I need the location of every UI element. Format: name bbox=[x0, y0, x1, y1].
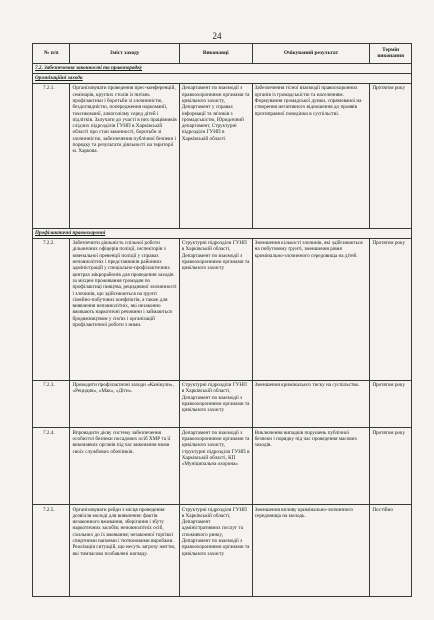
row-content: Забезпечити діяльність спільної роботи дільничних офіцерів поліції, інспекторів з ювенальної превенції поліції у справах неповнолітніх і представників районних адміністрацій у спеціально-профілактичних центрах мікрорайонів для проведення заходів за місцем проживання громадян по профілактиці пияцтва, рецидивної злочинності і злочинів, що здійснюються на ґрунті сімейно-побутових конфліктів, а також для виявлення неповнолітніх, які незаконно вживають наркотичні речовини і займаються бродяжництвом у сім'ях і організацій профілактичної роботи з ними. bbox=[70, 238, 179, 380]
subsection-row bbox=[33, 228, 412, 238]
section-title: 7.2. Забезпечення законності та правопорядку bbox=[33, 63, 412, 73]
row-content: Впровадити дієву систему забезпечення особистої безпеки посадових осіб ХМР та її виконавчих органів під час виконання ними своїх службових обов'язків. bbox=[70, 428, 179, 505]
row-term: Постійно bbox=[370, 505, 412, 597]
row-term: Протягом року bbox=[370, 83, 412, 228]
table-row bbox=[33, 505, 412, 597]
measures-table bbox=[32, 43, 412, 597]
row-term: Протягом року bbox=[370, 428, 412, 505]
row-term: Протягом року bbox=[370, 238, 412, 380]
subsection-title-organizational: Організаційні заходи bbox=[33, 73, 412, 83]
row-executors: Структурні підрозділи ГУНП в Харківській області, Департамент по взаємодії з правоохоронними органами та цивільного захисту bbox=[179, 380, 252, 428]
row-content: Проводити профілактичні заходи «Канікули», «Рецидив», «Мак», «Діти». bbox=[70, 380, 179, 428]
row-executors: Департамент по взаємодії з правоохоронними органами та цивільного захисту, структурні підрозділи ГУНП в Харківській області, КП «Муніципальна охорона» bbox=[179, 428, 252, 505]
row-result: Зменшення впливу кримінально-злочинного середовища на молодь. bbox=[252, 505, 370, 597]
table-row bbox=[33, 428, 412, 505]
subsection-row bbox=[33, 73, 412, 83]
subsection-title-preventive: Профілактичні правоохоронні bbox=[33, 228, 412, 238]
row-content: Організовувати проведення прес-конференцій, семінарів, круглих столів із питань профілактики і боротьби зі злочинністю, бездоглядністю, попередження наркоманії, токсикоманії, алкоголізму серед дітей і підлітків. Залучати до участі в них працівників слідчих підрозділів ГУНП в Харківській області про стан законності, боротьби зі злочинністю, забезпечення публічної безпеки і порядку та результати діяльності на території м. Харкова. bbox=[70, 83, 179, 228]
header-result: Очікуваний результат bbox=[252, 44, 370, 64]
table-row bbox=[33, 380, 412, 428]
row-result: Виключення випадків порушень публічної безпеки і порядку під час проведення масових заходів. bbox=[252, 428, 370, 505]
header-executors: Виконавці bbox=[179, 44, 252, 64]
row-number: 7.2.3. bbox=[33, 380, 70, 428]
row-executors: Структурні підрозділи ГУНП в Харківській області, Департамент адміністративних послуг та споживчого ринку, Департамент по взаємодії з правоохоронними органами та цивільного захисту bbox=[179, 505, 252, 597]
table-row bbox=[33, 83, 412, 228]
row-executors: Департамент по взаємодії з правоохоронними органами та цивільного захисту, Департамент у справах інформації та зв'язків з громадськістю, Юридичний департамент, Структурні підрозділи ГУНП в Харківській області bbox=[179, 83, 252, 228]
page-number: 24 bbox=[212, 31, 222, 41]
header-term: Термін виконання bbox=[370, 44, 412, 64]
header-num: № п/п bbox=[33, 44, 70, 64]
row-result: Зменшення кількості злочинів, які здійснюються на побутовому ґрунті, зменшення рівня кримінально-злочинного середовища на дітей. bbox=[252, 238, 370, 380]
row-number: 7.2.4. bbox=[33, 428, 70, 505]
row-content: Організовувати рейди з місця проведення дозвілля молоді для виявлення: фактів незаконного вживання, зберігання і збуту наркотичних засобів; неповнолітніх осіб, схильних до їх вживання; незаконної торгівлі спиртними напоями і тютюновими виробами. Реалізація ситуацій, що несуть загрозу життю, які тимчасово позбавлені нагляду. bbox=[70, 505, 179, 597]
row-number: 7.2.2. bbox=[33, 238, 70, 380]
row-number: 7.2.1. bbox=[33, 83, 70, 228]
table-header-row bbox=[33, 44, 412, 64]
row-number: 7.2.5. bbox=[33, 505, 70, 597]
row-result: Забезпечення тісної взаємодії правоохоронних органів із громадськістю та населенням. Формування громадської думки, спрямованої на створення негативного відношення до проявів протиправної поведінки в суспільстві. bbox=[252, 83, 370, 228]
row-executors: Структурні підрозділи ГУНП в Харківській області, Департамент по взаємодії з правоохоронними органами та цивільного захисту bbox=[179, 238, 252, 380]
row-term: Протягом року bbox=[370, 380, 412, 428]
table-row bbox=[33, 238, 412, 380]
section-row bbox=[33, 63, 412, 73]
header-content: Зміст заходу bbox=[70, 44, 179, 64]
row-result: Зменшення криміналього тиску на суспільство. bbox=[252, 380, 370, 428]
